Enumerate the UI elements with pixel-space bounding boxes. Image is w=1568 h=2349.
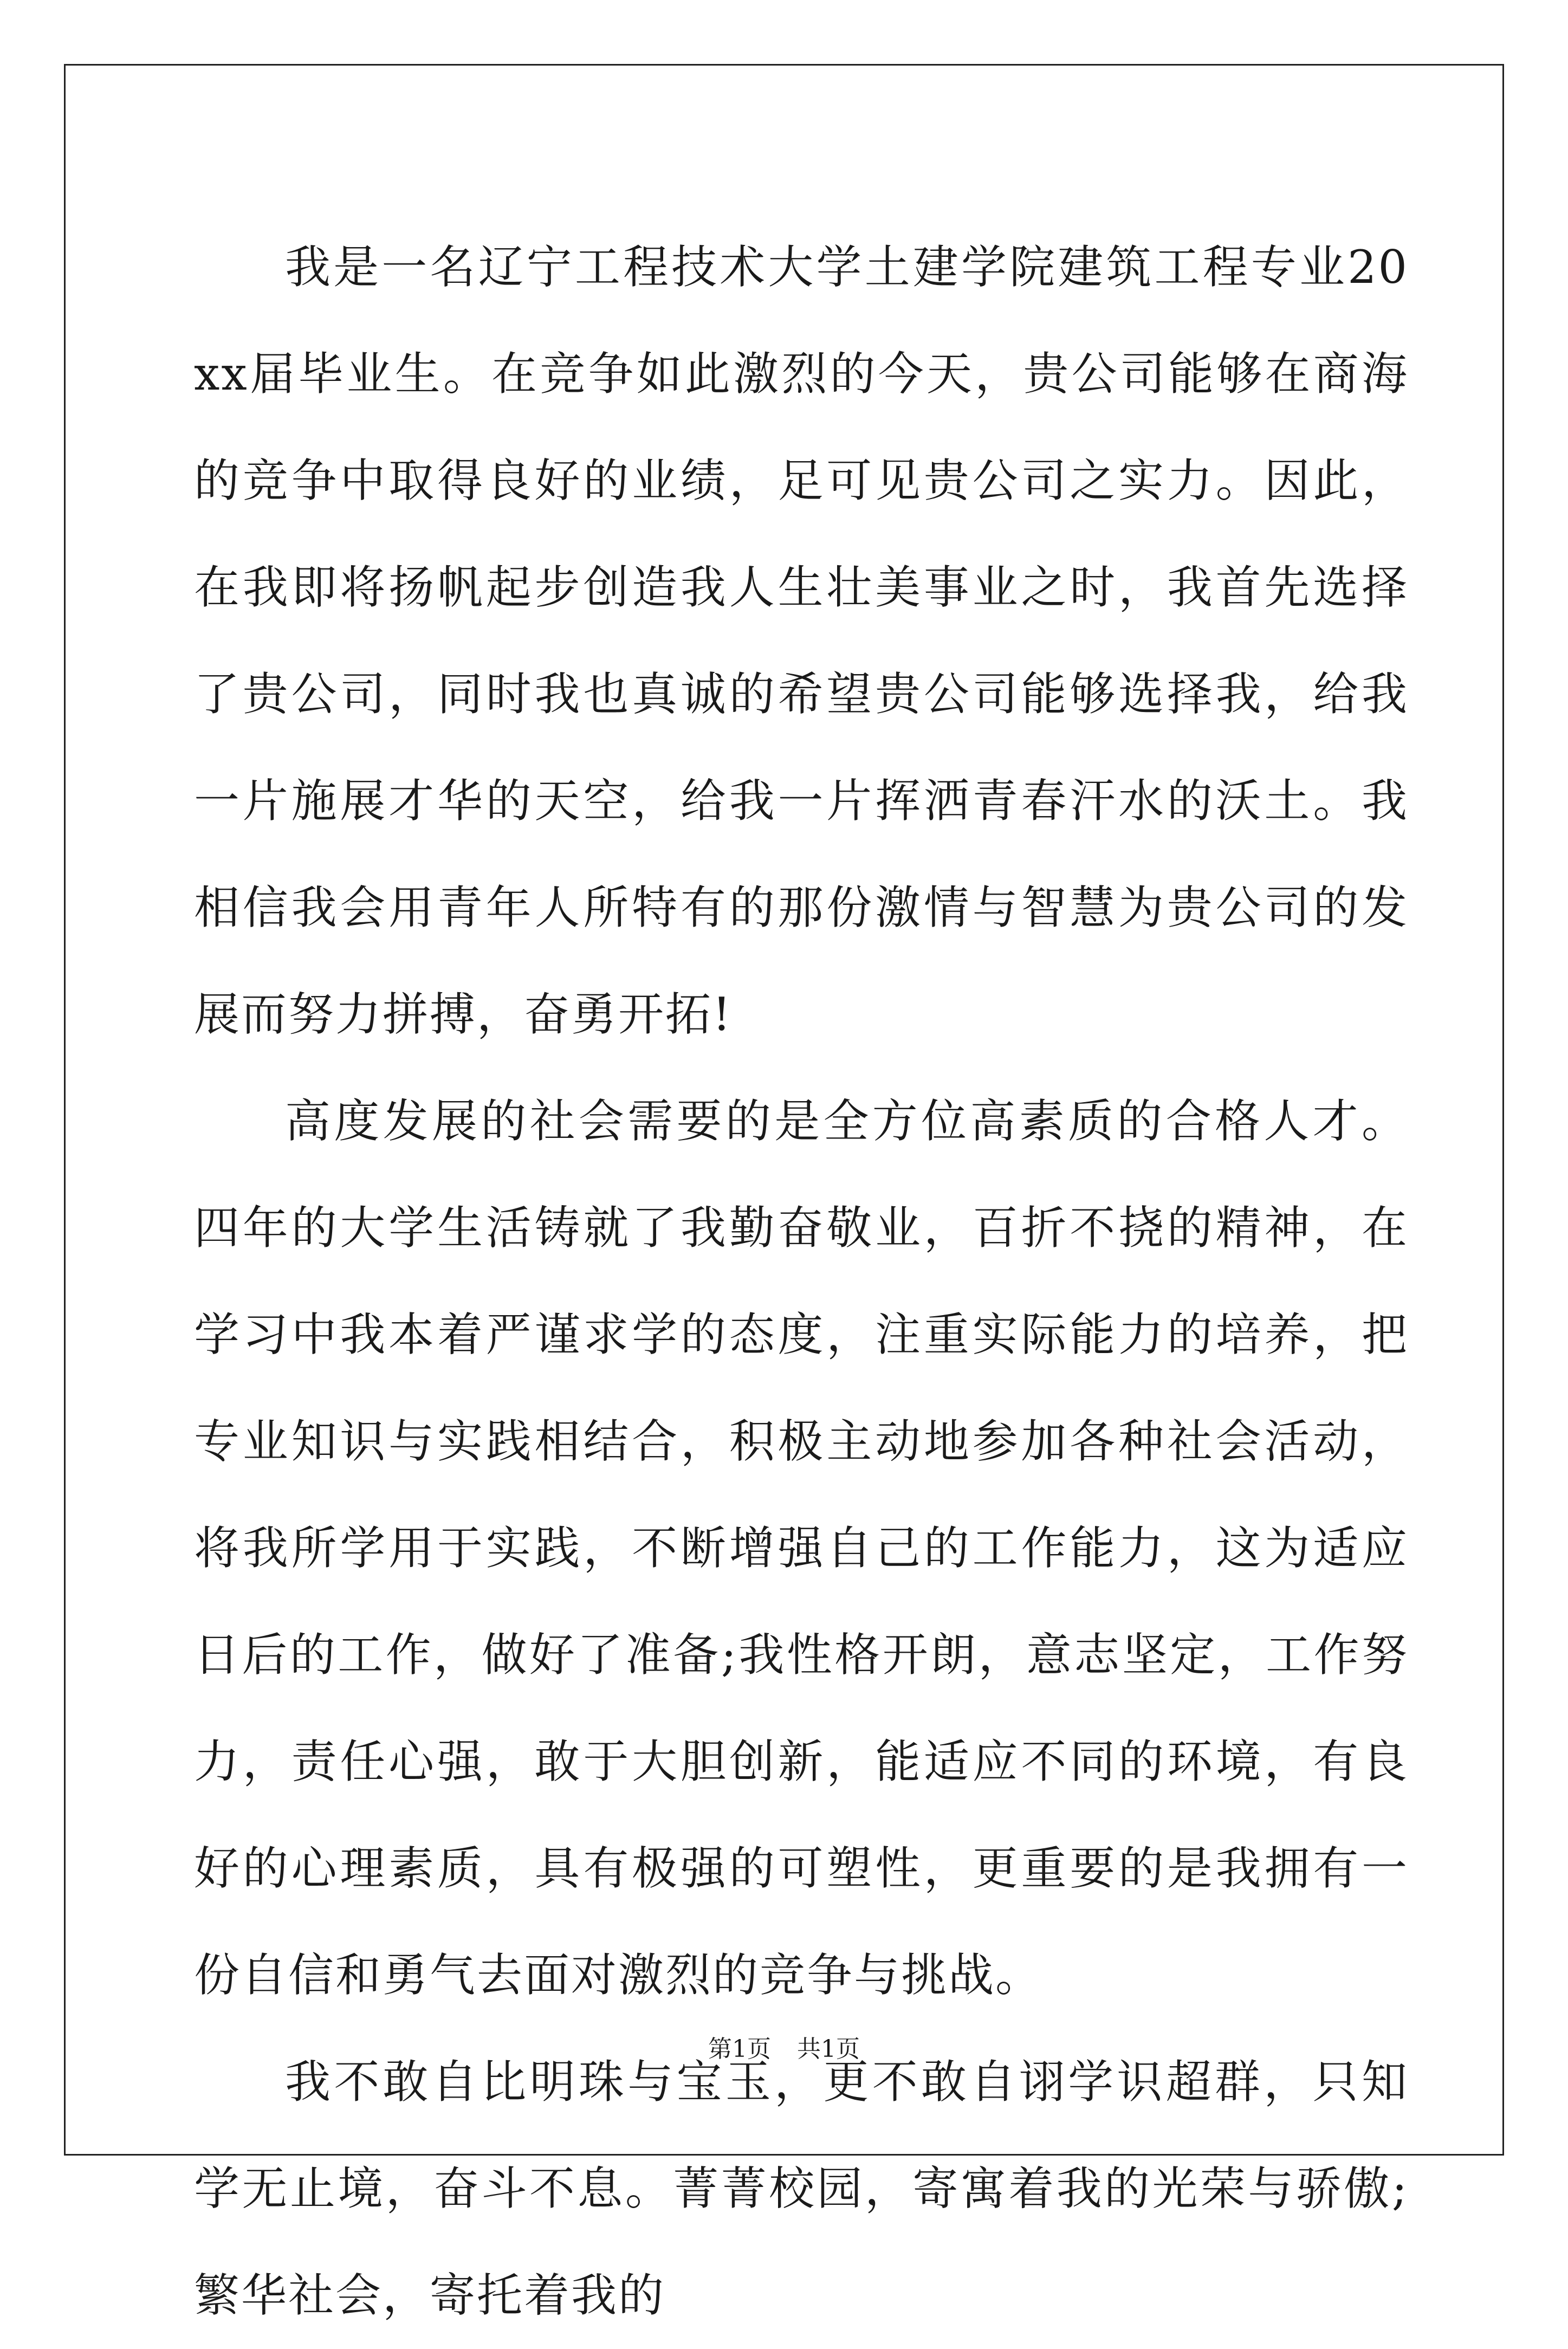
- document-body: [194, 214, 1409, 2349]
- page-number: 第1页: [708, 2035, 771, 2063]
- paragraph-1: 我是一名辽宁工程技术大学土建学院建筑工程专业20xx届毕业生。在竞争如此激烈的今天，贵公司能够在商海的竞争中取得良好的业绩，足可见贵公司之实力。因此，在我即将扬帆起步创造我人生壮美事业之时，我首先选择了贵公司，同时我也真诚的希望贵公司能够选择我，给我一片施展才华的天空，给我一片挥洒青春汗水的沃土。我相信我会用青年人所特有的那份激情与智慧为贵公司的发展而努力拼搏，奋勇开拓!: [194, 241, 1409, 1041]
- page-total: 共1页: [797, 2035, 860, 2063]
- paragraph-2: 高度发展的社会需要的是全方位高素质的合格人才。四年的大学生活铸就了我勤奋敬业，百折不挠的精神，在学习中我本着严谨求学的态度，注重实际能力的培养，把专业知识与实践相结合，积极主动地参加各种社会活动，将我所学用于实践，不断增强自己的工作能力，这为适应日后的工作，做好了准备;我性格开朗，意志坚定，工作努力，责任心强，敢于大胆创新，能适应不同的环境，有良好的心理素质，具有极强的可塑性，更重要的是我拥有一份自信和勇气去面对激烈的竞争与挑战。: [194, 1095, 1409, 2002]
- page-footer: [0, 2029, 1568, 2064]
- paragraph-3: 我不敢自比明珠与宝玉，更不敢自诩学识超群，只知学无止境，奋斗不息。菁菁校园，寄寓着我的光荣与骄傲;繁华社会，寄托着我的: [194, 2055, 1409, 2322]
